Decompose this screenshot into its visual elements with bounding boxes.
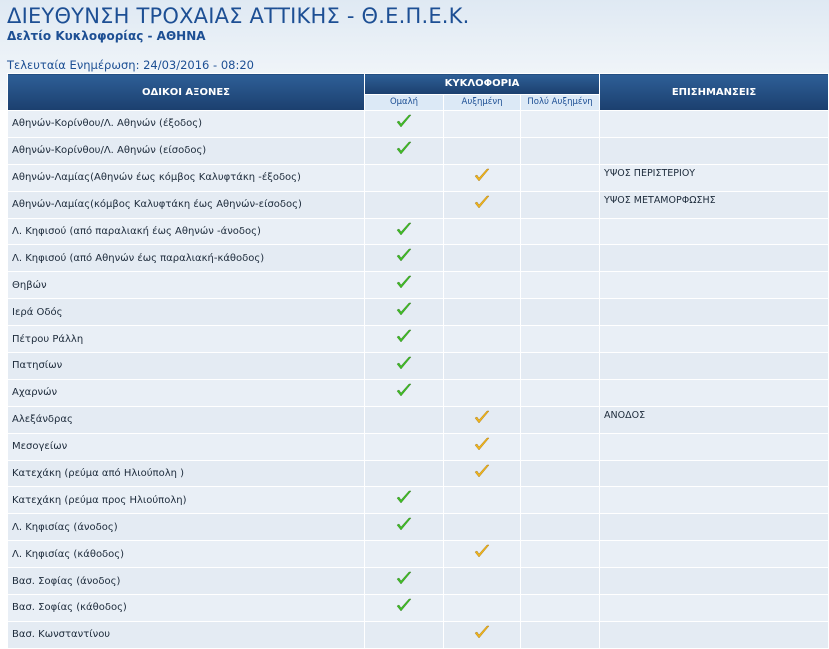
page-subtitle: Δελτίο Κυκλοφορίας - ΑΘΗΝΑ xyxy=(7,29,206,43)
traffic-table xyxy=(7,73,829,649)
status-cell-very-increased xyxy=(521,433,600,460)
status-cell-very-increased xyxy=(521,164,600,191)
table-row xyxy=(8,568,829,595)
status-cell-very-increased xyxy=(521,460,600,487)
status-cell-very-increased xyxy=(521,487,600,514)
status-cell-normal xyxy=(365,111,444,138)
status-cell-increased xyxy=(444,245,521,272)
road-name: Λ. Κηφισίας (άνοδος) xyxy=(8,514,365,541)
green-check-icon xyxy=(396,490,412,505)
subheader-increased: Αυξημένη xyxy=(444,94,521,110)
table-row xyxy=(8,379,829,406)
note-cell xyxy=(600,353,829,380)
status-cell-very-increased xyxy=(521,514,600,541)
status-cell-very-increased xyxy=(521,299,600,326)
status-cell-normal xyxy=(365,218,444,245)
status-cell-normal xyxy=(365,621,444,648)
status-cell-increased xyxy=(444,272,521,299)
green-check-icon xyxy=(396,114,412,129)
table-row xyxy=(8,218,829,245)
status-cell-normal xyxy=(365,541,444,568)
status-cell-normal xyxy=(365,433,444,460)
status-cell-increased xyxy=(444,568,521,595)
table-row xyxy=(8,164,829,191)
status-cell-normal xyxy=(365,245,444,272)
status-cell-very-increased xyxy=(521,218,600,245)
road-name: Αθηνών-Κορίνθου/Λ. Αθηνών (είσοδος) xyxy=(8,137,365,164)
table-row xyxy=(8,299,829,326)
road-name: Βασ. Σοφίας (κάθοδος) xyxy=(8,595,365,622)
yellow-check-icon xyxy=(474,195,490,210)
road-name: Πατησίων xyxy=(8,353,365,380)
green-check-icon xyxy=(396,571,412,586)
status-cell-very-increased xyxy=(521,406,600,433)
table-row xyxy=(8,326,829,353)
table-row xyxy=(8,272,829,299)
road-name: Θηβών xyxy=(8,272,365,299)
note-cell xyxy=(600,514,829,541)
status-cell-increased xyxy=(444,137,521,164)
road-name: Αθηνών-Λαμίας(Αθηνών έως κόμβος Καλυφτάκη -έξοδος) xyxy=(8,164,365,191)
note-cell xyxy=(600,326,829,353)
yellow-check-icon xyxy=(474,464,490,479)
note-cell xyxy=(600,541,829,568)
table-body xyxy=(8,111,829,649)
status-cell-increased xyxy=(444,621,521,648)
green-check-icon xyxy=(396,222,412,237)
green-check-icon xyxy=(396,598,412,613)
green-check-icon xyxy=(396,383,412,398)
table-row xyxy=(8,541,829,568)
table-row xyxy=(8,406,829,433)
note-cell: ΑΝΟΔΟΣ xyxy=(600,406,829,433)
note-cell: ΥΨΟΣ ΜΕΤΑΜΟΡΦΩΣΗΣ xyxy=(600,191,829,218)
status-cell-increased xyxy=(444,191,521,218)
header-traffic: ΚΥΚΛΟΦΟΡΙΑ xyxy=(365,74,600,95)
road-name: Λ. Κηφισού (από Αθηνών έως παραλιακή-κάθοδος) xyxy=(8,245,365,272)
subheader-normal: Ομαλή xyxy=(365,94,444,110)
table-row xyxy=(8,433,829,460)
status-cell-normal xyxy=(365,299,444,326)
road-name: Κατεχάκη (ρεύμα προς Ηλιούπολη) xyxy=(8,487,365,514)
status-cell-increased xyxy=(444,353,521,380)
status-cell-increased xyxy=(444,460,521,487)
note-cell xyxy=(600,621,829,648)
road-name: Πέτρου Ράλλη xyxy=(8,326,365,353)
green-check-icon xyxy=(396,275,412,290)
status-cell-normal xyxy=(365,379,444,406)
status-cell-very-increased xyxy=(521,595,600,622)
note-cell xyxy=(600,218,829,245)
table-row xyxy=(8,595,829,622)
status-cell-increased xyxy=(444,218,521,245)
status-cell-very-increased xyxy=(521,326,600,353)
status-cell-very-increased xyxy=(521,137,600,164)
road-name: Λ. Κηφισίας (κάθοδος) xyxy=(8,541,365,568)
table-row xyxy=(8,487,829,514)
table-row xyxy=(8,245,829,272)
status-cell-increased xyxy=(444,379,521,406)
note-cell: ΥΨΟΣ ΠΕΡΙΣΤΕΡΙΟΥ xyxy=(600,164,829,191)
table-row xyxy=(8,137,829,164)
yellow-check-icon xyxy=(474,625,490,640)
road-name: Βασ. Σοφίας (άνοδος) xyxy=(8,568,365,595)
green-check-icon xyxy=(396,517,412,532)
status-cell-normal xyxy=(365,595,444,622)
note-cell xyxy=(600,245,829,272)
status-cell-very-increased xyxy=(521,191,600,218)
yellow-check-icon xyxy=(474,410,490,425)
green-check-icon xyxy=(396,302,412,317)
note-cell xyxy=(600,111,829,138)
status-cell-increased xyxy=(444,326,521,353)
table-row xyxy=(8,514,829,541)
note-cell xyxy=(600,460,829,487)
note-cell xyxy=(600,272,829,299)
status-cell-very-increased xyxy=(521,111,600,138)
status-cell-very-increased xyxy=(521,621,600,648)
subheader-very-increased: Πολύ Αυξημένη xyxy=(521,94,600,110)
green-check-icon xyxy=(396,248,412,263)
header-notes: ΕΠΙΣΗΜΑΝΣΕΙΣ xyxy=(600,74,829,111)
road-name: Αχαρνών xyxy=(8,379,365,406)
status-cell-very-increased xyxy=(521,245,600,272)
table-row xyxy=(8,353,829,380)
status-cell-increased xyxy=(444,433,521,460)
road-name: Κατεχάκη (ρεύμα από Ηλιούπολη ) xyxy=(8,460,365,487)
note-cell xyxy=(600,137,829,164)
status-cell-very-increased xyxy=(521,568,600,595)
status-cell-very-increased xyxy=(521,379,600,406)
status-cell-increased xyxy=(444,406,521,433)
road-name: Βασ. Κωνσταντίνου xyxy=(8,621,365,648)
status-cell-increased xyxy=(444,541,521,568)
note-cell xyxy=(600,433,829,460)
table-row xyxy=(8,460,829,487)
status-cell-very-increased xyxy=(521,272,600,299)
header-roads: ΟΔΙΚΟΙ ΑΞΟΝΕΣ xyxy=(8,74,365,111)
last-update-text: Τελευταία Ενημέρωση: 24/03/2016 - 08:20 xyxy=(7,58,254,72)
status-cell-normal xyxy=(365,164,444,191)
road-name: Αλεξάνδρας xyxy=(8,406,365,433)
status-cell-normal xyxy=(365,487,444,514)
table-row xyxy=(8,621,829,648)
status-cell-normal xyxy=(365,191,444,218)
road-name: Αθηνών-Κορίνθου/Λ. Αθηνών (έξοδος) xyxy=(8,111,365,138)
note-cell xyxy=(600,299,829,326)
road-name: Λ. Κηφισού (από παραλιακή έως Αθηνών -άνοδος) xyxy=(8,218,365,245)
road-name: Ιερά Οδός xyxy=(8,299,365,326)
status-cell-increased xyxy=(444,514,521,541)
status-cell-increased xyxy=(444,487,521,514)
status-cell-normal xyxy=(365,568,444,595)
status-cell-normal xyxy=(365,326,444,353)
note-cell xyxy=(600,595,829,622)
status-cell-normal xyxy=(365,353,444,380)
green-check-icon xyxy=(396,329,412,344)
table-row xyxy=(8,191,829,218)
status-cell-very-increased xyxy=(521,541,600,568)
status-cell-increased xyxy=(444,595,521,622)
status-cell-increased xyxy=(444,299,521,326)
status-cell-normal xyxy=(365,272,444,299)
yellow-check-icon xyxy=(474,544,490,559)
status-cell-increased xyxy=(444,164,521,191)
yellow-check-icon xyxy=(474,437,490,452)
status-cell-normal xyxy=(365,406,444,433)
note-cell xyxy=(600,487,829,514)
table-row xyxy=(8,111,829,138)
status-cell-normal xyxy=(365,460,444,487)
green-check-icon xyxy=(396,141,412,156)
note-cell xyxy=(600,568,829,595)
yellow-check-icon xyxy=(474,168,490,183)
status-cell-normal xyxy=(365,137,444,164)
status-cell-increased xyxy=(444,111,521,138)
status-cell-very-increased xyxy=(521,353,600,380)
road-name: Μεσογείων xyxy=(8,433,365,460)
status-cell-normal xyxy=(365,514,444,541)
green-check-icon xyxy=(396,356,412,371)
page-title: ΔΙΕΥΘΥΝΣΗ ΤΡΟΧΑΙΑΣ ΑΤΤΙΚΗΣ - Θ.Ε.Π.Ε.Κ. xyxy=(7,4,470,28)
note-cell xyxy=(600,379,829,406)
road-name: Αθηνών-Λαμίας(κόμβος Καλυφτάκη έως Αθηνών-είσοδος) xyxy=(8,191,365,218)
